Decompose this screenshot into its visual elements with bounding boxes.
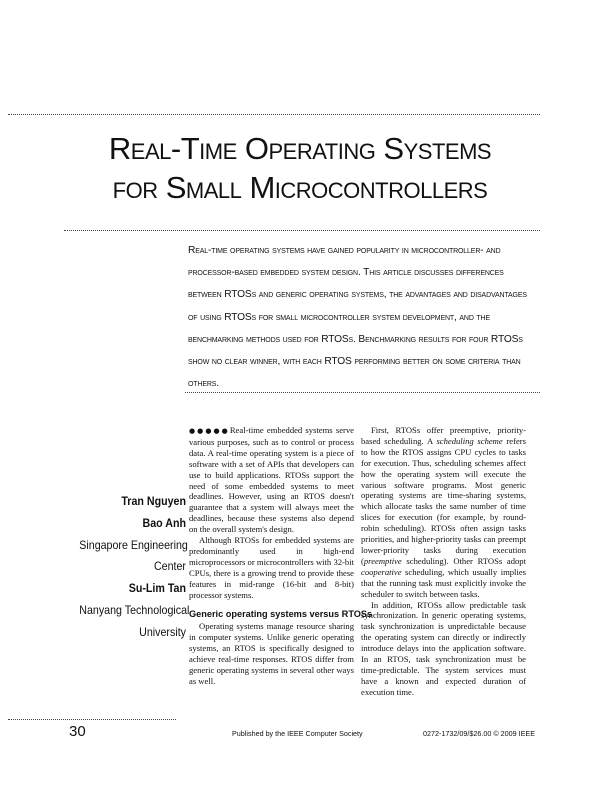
paragraph: Although RTOSs for embedded systems are predominantly used in high-end microprocessors or microcontrollers with 32-bit CPUs, there is a growing trend to provide these features in mid-range (16-bit and 8-bit) processor systems. xyxy=(189,535,354,600)
page-number: 30 xyxy=(69,723,86,740)
article-title-line2: for Small Microcontrollers xyxy=(112,170,488,205)
author-block xyxy=(79,491,190,644)
emphasis: preemptive xyxy=(363,555,402,566)
paragraph: In addition, RTOSs allow predictable task synchronization. In generic operating systems, task synchronization is unpredictable because the operating system can directly or indirectly introduce delays into the application software. In an RTOS, task synchronization must be time-predictable. The system services must have a known and expected duration of execution time. xyxy=(361,599,526,697)
emphasis: scheduling scheme xyxy=(436,435,503,446)
author-affiliation: Singapore Engineering xyxy=(79,538,188,552)
body-column-left xyxy=(189,425,373,687)
author-name: Su-Lim Tan xyxy=(128,582,186,596)
author-affiliation: Center xyxy=(153,560,186,574)
top-rule xyxy=(8,114,540,115)
section-heading: Generic operating systems versus RTOSs xyxy=(189,608,373,619)
title-rule xyxy=(64,230,540,231)
author-name: Tran Nguyen xyxy=(121,495,186,508)
author-affiliation: Nanyang Technological xyxy=(79,603,190,617)
emphasis: cooperative xyxy=(361,566,402,577)
publisher-line: Published by the IEEE Computer Society xyxy=(232,729,363,738)
lead-bullets: ●●●●● xyxy=(189,427,230,435)
author-affiliation: University xyxy=(139,625,186,639)
paragraph xyxy=(189,425,354,535)
abstract: Real-time operating systems have gained popularity in microcontroller- and processor-based embedded system design. This article discusses differences between RTOSs and generic operating systems, the advantages and disadvantages of using RTOSs for small microcontroller system development, and the benchmarking methods used for RTOSs. Benchmarking results for four RTOSs show no clear winner, with each RTOS performing better on some criteria than others. xyxy=(188,245,527,390)
author-name: Bao Anh xyxy=(142,516,186,530)
paragraph-text: Real-time embedded systems serve various purposes, such as to control or process data. A real-time operating system is a piece of software with a set of APIs that developers can use to build applications. RTOSs support the need of some embedded systems to meet deadlines. However, using an RTOS doesn't guarantee that a system will always meet the deadlines, because these systems also depend on the overall system's design. xyxy=(189,425,354,535)
article-title-line1: Real-Time Operating Systems xyxy=(108,131,492,166)
paragraph: First, RTOSs offer preemptive, priority-based scheduling. A scheduling scheme refers to how the RTOS assigns CPU cycles to tasks for execution. Thus, scheduling schemes affect how the operating system will execute the various software programs. Most generic operating systems are time-sharing systems, which allocate tasks the same number of time slices for execution (for example, by round-robin scheduling). RTOSs often assign tasks priorities, and higher-priority tasks can preempt lower-priority tasks during execution (preemptive scheduling). Other RTOSs adopt cooperative scheduling, which usually implies that the running task must explicitly invoke the scheduler to switch between tasks. xyxy=(361,425,527,599)
body-column-right xyxy=(361,425,526,698)
footer-rule xyxy=(8,719,176,720)
abstract-rule xyxy=(185,392,540,393)
paragraph: Operating systems manage resource sharing in computer systems. Unlike generic operating systems, an RTOS is specifically designed to achieve real-time responses. RTOS differ from generic operating systems in several other ways as well. xyxy=(189,621,354,686)
issn-line: 0272-1732/09/$26.00 © 2009 IEEE xyxy=(423,729,535,738)
